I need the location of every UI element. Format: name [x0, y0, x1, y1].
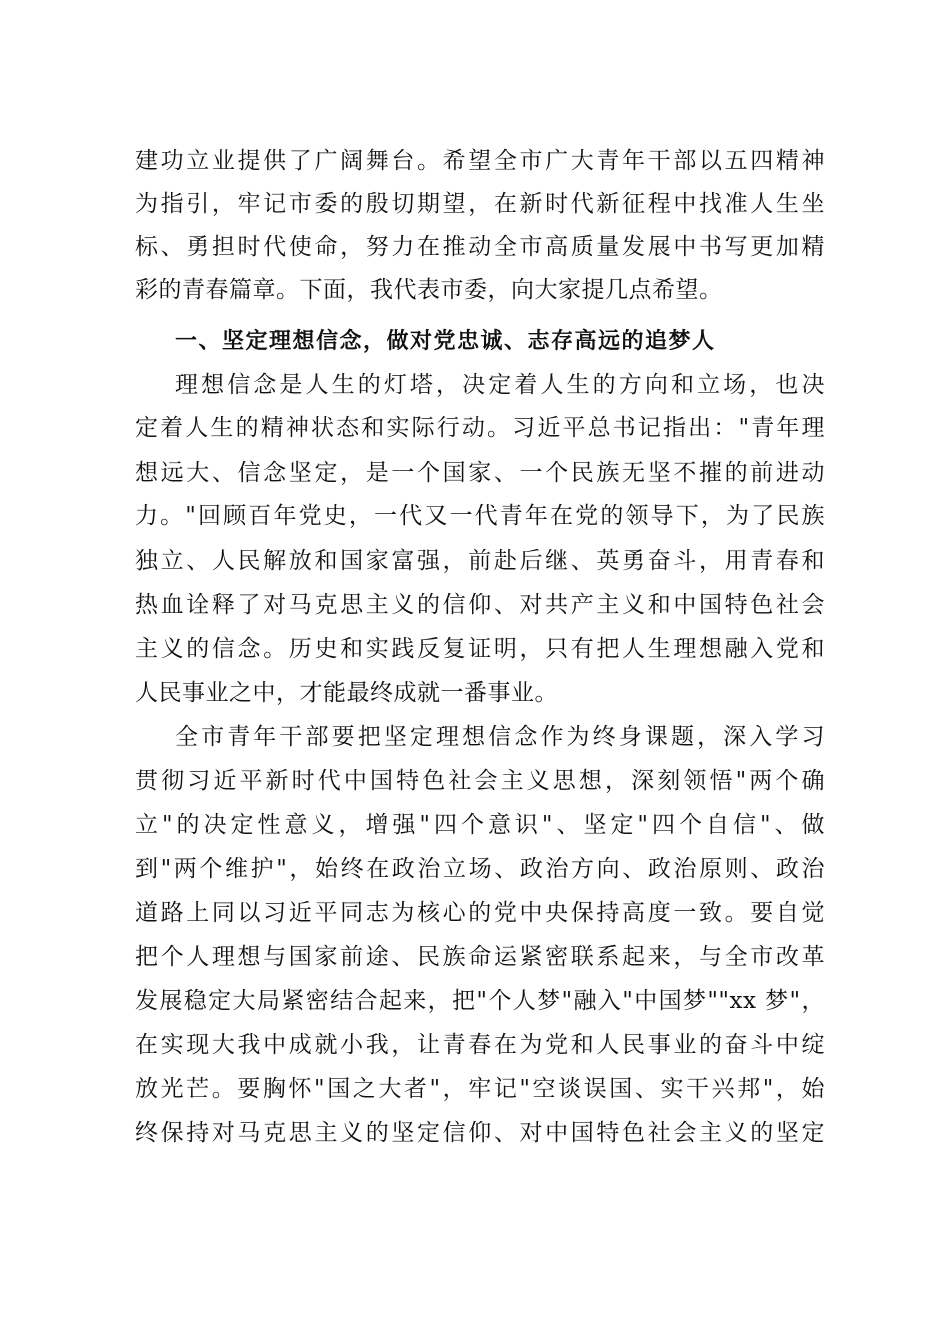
paragraph-3-line-3: 立"的决定性意义，增强"四个意识"、坚定"四个自信"、做: [135, 812, 825, 838]
paragraph-2-line-6: 热血诠释了对马克思主义的信仰、对共产主义和中国特色社会: [135, 592, 825, 618]
paragraph-1-line-2: 为指引，牢记市委的殷切期望，在新时代新征程中找准人生坐: [135, 191, 825, 217]
paragraph-2-line-4: 力。"回顾百年党史，一代又一代青年在党的领导下，为了民族: [135, 503, 825, 529]
paragraph-3-line-8: 在实现大我中成就小我，让青春在为党和人民事业的奋斗中绽: [135, 1032, 825, 1058]
paragraph-1-line-3: 标、勇担时代使命，努力在推动全市高质量发展中书写更加精: [135, 234, 825, 260]
paragraph-3-line-4: 到"两个维护"，始终在政治立场、政治方向、政治原则、政治: [135, 856, 825, 882]
section-heading-1: 一、坚定理想信念，做对党忠诚、志存高远的追梦人: [175, 329, 716, 354]
paragraph-3-line-9: 放光芒。要胸怀"国之大者"，牢记"空谈误国、实干兴邦"，始: [135, 1076, 825, 1102]
paragraph-2-line-5: 独立、人民解放和国家富强，前赴后继、英勇奋斗，用青春和: [135, 548, 825, 574]
paragraph-3-line-7: 发展稳定大局紧密结合起来，把"个人梦"融入"中国梦""xx 梦"，: [135, 988, 825, 1014]
paragraph-2-line-1: 理想信念是人生的灯塔，决定着人生的方向和立场，也决: [175, 372, 825, 398]
paragraph-3-line-6: 把个人理想与国家前途、民族命运紧密联系起来，与全市改革: [135, 944, 825, 970]
paragraph-2-line-3: 想远大、信念坚定，是一个国家、一个民族无坚不摧的前进动: [135, 460, 825, 486]
paragraph-1-line-1: 建功立业提供了广阔舞台。希望全市广大青年干部以五四精神: [135, 148, 825, 174]
paragraph-3-line-5: 道路上同以习近平同志为核心的党中央保持高度一致。要自觉: [135, 900, 825, 926]
paragraph-3-line-1: 全市青年干部要把坚定理想信念作为终身课题，深入学习: [175, 724, 825, 750]
paragraph-3-line-2: 贯彻习近平新时代中国特色社会主义思想，深刻领悟"两个确: [135, 768, 825, 794]
paragraph-2-line-8: 人民事业之中，才能最终成就一番事业。: [135, 680, 558, 706]
paragraph-2-line-7: 主义的信念。历史和实践反复证明，只有把人生理想融入党和: [135, 636, 825, 662]
paragraph-3-line-10: 终保持对马克思主义的坚定信仰、对中国特色社会主义的坚定: [135, 1120, 825, 1146]
paragraph-2-line-2: 定着人生的精神状态和实际行动。习近平总书记指出："青年理: [135, 415, 825, 441]
paragraph-1-line-4: 彩的青春篇章。下面，我代表市委，向大家提几点希望。: [135, 277, 723, 303]
